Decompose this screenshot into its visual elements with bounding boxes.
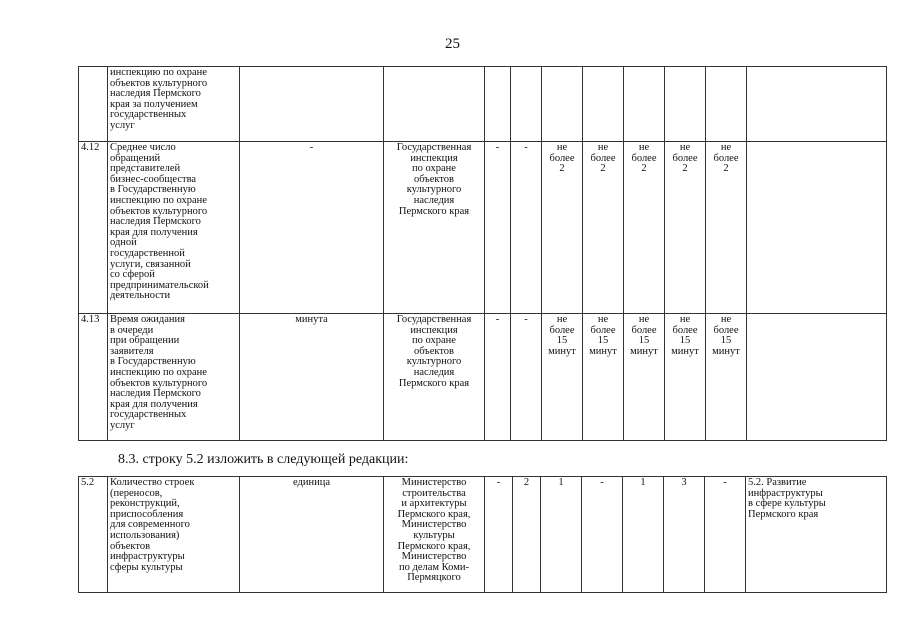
- executor-cell: Государственная инспекция по охране объектов культурного наследия Пермского края: [396, 314, 472, 389]
- value-cell: не более 15 минут: [630, 314, 658, 357]
- value-cell: не более 2: [549, 142, 575, 175]
- table-row: [79, 67, 887, 142]
- value-cell: не более 15 минут: [589, 314, 617, 357]
- table-row: [79, 314, 887, 441]
- value-cell: 2: [513, 477, 541, 593]
- indicators-table-bottom: [78, 476, 887, 593]
- row-number: 4.12: [79, 142, 108, 314]
- executor-cell: Государственная инспекция по охране объектов культурного наследия Пермского края: [396, 142, 472, 217]
- indicator-name: Количество строек (переносов, реконструкций, приспособления для современного использования) объектов инфраструктуры сферы культуры: [110, 477, 195, 573]
- amendment-instruction: 8.3. строку 5.2 изложить в следующей редакции:: [118, 452, 409, 467]
- value-cell: -: [705, 477, 746, 593]
- value-cell: не более 2: [631, 142, 657, 175]
- indicators-table-top: [78, 66, 887, 441]
- value-cell: 1: [623, 477, 664, 593]
- value-cell: не более 15 минут: [671, 314, 699, 357]
- value-cell: [624, 67, 665, 142]
- value-cell: -: [582, 477, 623, 593]
- table-row: [79, 142, 887, 314]
- note-cell: [747, 142, 887, 314]
- value-cell: -: [485, 314, 511, 441]
- note-cell: [747, 314, 887, 441]
- table-row: [79, 477, 887, 593]
- value-cell: не более 2: [590, 142, 616, 175]
- value-cell: [665, 67, 706, 142]
- value-cell: [706, 67, 747, 142]
- unit-cell: [240, 67, 384, 142]
- unit-cell: минута: [240, 314, 384, 441]
- value-cell: [511, 67, 542, 142]
- value-cell: 1: [541, 477, 582, 593]
- indicator-name: Время ожидания в очереди при обращении заявителя в Государственную инспекцию по охране объектов культурного наследия Пермского края для получения государственных услуг: [110, 314, 208, 431]
- value-cell: -: [485, 142, 511, 314]
- value-cell: не более 15 минут: [712, 314, 740, 357]
- executor-cell: [384, 67, 485, 142]
- value-cell: -: [511, 142, 542, 314]
- value-cell: не более 15 минут: [548, 314, 576, 357]
- value-cell: [583, 67, 624, 142]
- page-number: 25: [445, 36, 460, 52]
- value-cell: 3: [664, 477, 705, 593]
- value-cell: -: [511, 314, 542, 441]
- indicator-name: инспекцию по охране объектов культурного наследия Пермского края за получением государственных услуг: [110, 67, 208, 131]
- value-cell: не более 2: [672, 142, 698, 175]
- note-cell: 5.2. Развитие инфраструктуры в сфере культуры Пермского края: [748, 477, 826, 520]
- row-number: 4.13: [79, 314, 108, 441]
- value-cell: [485, 67, 511, 142]
- value-cell: не более 2: [713, 142, 739, 175]
- note-cell: [747, 67, 887, 142]
- row-number: 5.2: [79, 477, 108, 593]
- value-cell: [542, 67, 583, 142]
- unit-cell: единица: [240, 477, 384, 593]
- unit-cell: -: [240, 142, 384, 314]
- indicator-name: Среднее число обращений представителей бизнес-сообщества в Государственную инспекцию по охране объектов культурного наследия Пермского края для получения одной государственной услуги, связанной со сферой предпринимательской деятельности: [110, 142, 209, 302]
- row-number: [79, 67, 108, 142]
- value-cell: -: [485, 477, 513, 593]
- executor-cell: Министерство строительства и архитектуры Пермского края, Министерство культуры Пермского края, Министерство по делам Коми- Пермяцкого: [397, 477, 471, 584]
